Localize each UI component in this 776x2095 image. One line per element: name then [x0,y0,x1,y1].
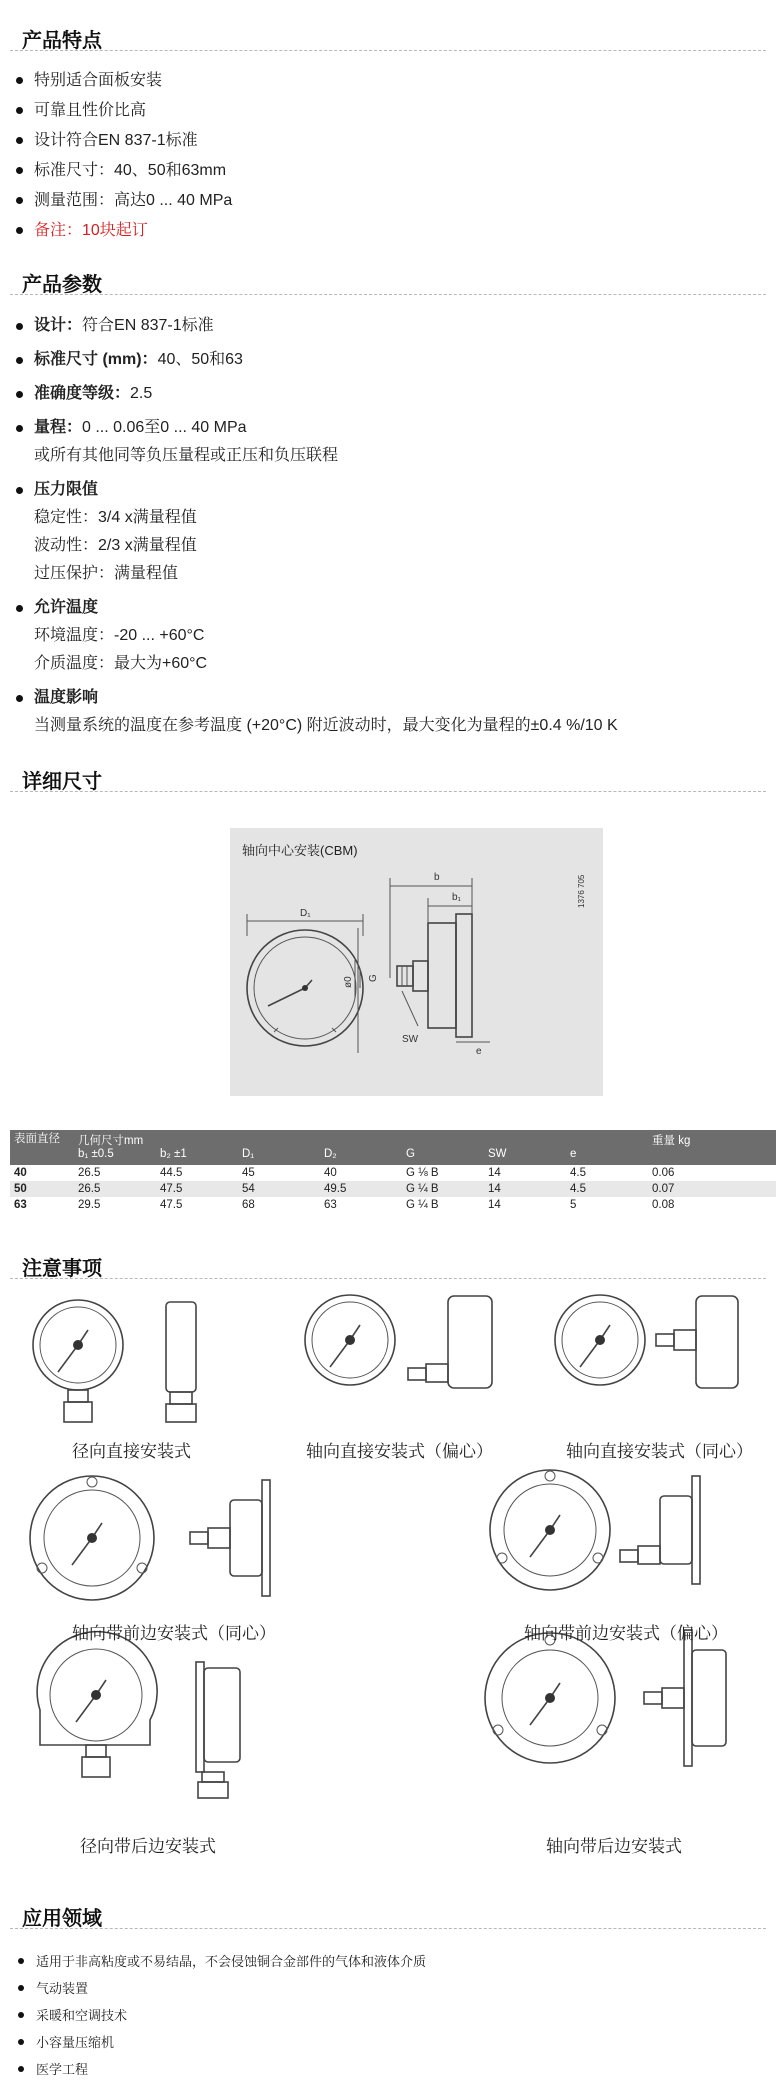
th-col: SW [484,1148,566,1165]
th-col: b₂ ±1 [156,1148,238,1165]
th-col: b₁ ±0.5 [74,1148,156,1165]
param-range-note: 或所有其他同等负压量程或正压和负压联程 [34,447,339,464]
param-pressure-steady: 稳定性：3/4 x满量程值 [34,509,197,526]
divider [10,1928,766,1929]
table-row: 40 26.5 44.5 45 40 G ⅛ B 14 4.5 0.06 [10,1165,776,1181]
param-range: 量程：0 ... 0.06至0 ... 40 MPa [14,414,754,442]
param-pressure: 压力限值 [14,476,754,504]
feature-item: 测量范围：高达0 ... 40 MPa [14,186,232,216]
label-g: G [368,974,379,982]
divider [10,1278,766,1279]
param-temp-medium: 介质温度：最大为+60°C [34,655,208,672]
param-pressure-fluct: 波动性：2/3 x满量程值 [34,537,197,554]
caption-axial-direct-concentric: 轴向直接安装式（同心） [566,1442,753,1461]
divider [10,50,766,51]
application-item: 采暖和空调技术 [14,2002,426,2029]
mount-radial-direct [33,1300,196,1422]
diagram-caption: 轴向中心安装(CBM) [242,843,358,858]
th-group: 几何尺寸mm [74,1130,648,1148]
drawing-code: 1376 705 [577,874,586,908]
label-d: ø0 [343,976,354,988]
mount-axial-direct-concentric [555,1295,738,1388]
label-b1: b₁ [452,892,461,903]
applications-heading: 应用领域 [22,1908,102,1930]
th-nominal: 表面直径 [10,1130,74,1165]
caption-axial-front-flange-eccentric: 轴向带前边安装式（偏心） [524,1624,728,1643]
caption-axial-front-flange-concentric: 轴向带前边安装式（同心） [72,1624,276,1643]
mount-axial-direct-eccentric [305,1295,492,1388]
dimensions-heading: 详细尺寸 [22,771,102,793]
feature-item: 标准尺寸：40、50和63mm [14,156,232,186]
mount-axial-rear-flange [485,1630,726,1766]
applications-list [14,1948,426,2083]
param-design: 设计：符合EN 837-1标准 [14,312,754,340]
feature-item: 设计符合EN 837-1标准 [14,126,232,156]
application-item: 气动装置 [14,1975,426,2002]
mount-radial-rear-flange [37,1632,240,1798]
th-col: D₂ [320,1148,402,1165]
gauge-dimension-drawing [230,828,603,1096]
param-size: 标准尺寸 (mm)：40、50和63 [14,346,754,374]
caption-axial-rear-flange: 轴向带后边安装式 [546,1837,682,1856]
params-list [14,312,754,740]
caption-radial-direct: 径向直接安装式 [72,1442,191,1461]
th-col: D₁ [238,1148,320,1165]
param-pressure-over: 过压保护：满量程值 [34,565,179,582]
features-list [14,66,232,246]
feature-item: 可靠且性价比高 [14,96,232,126]
table-row: 50 26.5 47.5 54 49.5 G ¼ B 14 4.5 0.07 [10,1181,776,1197]
mount-axial-front-flange-eccentric [490,1470,700,1590]
notes-heading: 注意事项 [22,1258,102,1280]
label-d1: D₁ [300,908,311,919]
dimension-diagram [230,828,603,1096]
param-temp-ambient: 环境温度：-20 ... +60°C [34,627,205,644]
features-heading: 产品特点 [22,30,102,52]
caption-radial-rear-flange: 径向带后边安装式 [80,1837,216,1856]
th-weight: 重量 kg [648,1130,776,1165]
th-col: G [402,1148,484,1165]
divider [10,294,766,295]
params-heading: 产品参数 [22,274,102,296]
param-temp: 允许温度 [14,594,754,622]
mount-axial-front-flange-concentric [30,1476,270,1600]
label-e: e [476,1046,482,1057]
application-item: 小容量压缩机 [14,2029,426,2056]
dimension-table [10,1130,776,1213]
caption-axial-direct-eccentric: 轴向直接安装式（偏心） [306,1442,493,1461]
label-b: b [434,872,440,883]
divider [10,791,766,792]
label-sw: SW [402,1034,419,1045]
application-item: 适用于非高粘度或不易结晶，不会侵蚀铜合金部件的气体和液体介质 [14,1948,426,1975]
mounting-types-illustration [0,1290,776,1850]
th-col: e [566,1148,648,1165]
table-row: 63 29.5 47.5 68 63 G ¼ B 14 5 0.08 [10,1197,776,1213]
feature-item-note: 备注：10块起订 [14,216,232,246]
feature-item: 特别适合面板安装 [14,66,232,96]
param-temp-effect: 温度影响 [14,684,754,712]
param-temp-effect-text: 当测量系统的温度在参考温度 (+20°C) 附近波动时，最大变化为量程的±0.4 %/10 K [34,717,618,734]
param-accuracy: 准确度等级：2.5 [14,380,754,408]
application-item: 医学工程 [14,2056,426,2083]
